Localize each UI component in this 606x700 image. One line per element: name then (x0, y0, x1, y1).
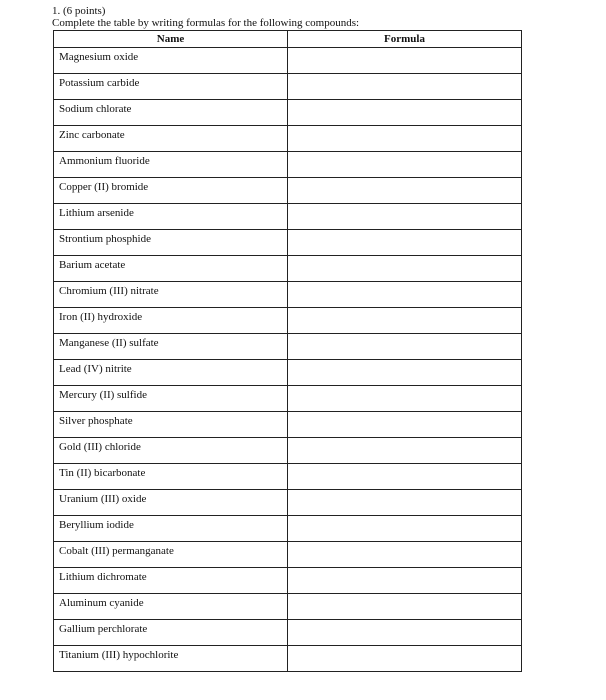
formula-answer-cell[interactable] (288, 490, 522, 516)
formula-answer-cell[interactable] (288, 646, 522, 672)
table-row (54, 516, 522, 542)
table-row (54, 412, 522, 438)
compound-name-cell: Cobalt (III) permanganate (54, 542, 288, 568)
compound-name-cell: Aluminum cyanide (54, 594, 288, 620)
formula-answer-cell[interactable] (288, 334, 522, 360)
table-row (54, 308, 522, 334)
table-row (54, 360, 522, 386)
table-row (54, 464, 522, 490)
table-row (54, 646, 522, 672)
table-row (54, 178, 522, 204)
compound-name-cell: Potassium carbide (54, 74, 288, 100)
table-row (54, 48, 522, 74)
compound-name-cell: Tin (II) bicarbonate (54, 464, 288, 490)
table-row (54, 620, 522, 646)
compound-name-cell: Gold (III) chloride (54, 438, 288, 464)
compound-name-cell: Copper (II) bromide (54, 178, 288, 204)
formula-answer-cell[interactable] (288, 438, 522, 464)
table-row (54, 74, 522, 100)
table-row (54, 100, 522, 126)
formula-answer-cell[interactable] (288, 74, 522, 100)
compound-name-cell: Barium acetate (54, 256, 288, 282)
table-row (54, 490, 522, 516)
formula-answer-cell[interactable] (288, 152, 522, 178)
formula-answer-cell[interactable] (288, 256, 522, 282)
name-column-header: Name (54, 31, 288, 48)
formula-answer-cell[interactable] (288, 282, 522, 308)
compound-name-cell: Ammonium fluoride (54, 152, 288, 178)
compound-name-cell: Sodium chlorate (54, 100, 288, 126)
compound-name-cell: Chromium (III) nitrate (54, 282, 288, 308)
compound-name-cell: Lead (IV) nitrite (54, 360, 288, 386)
compound-name-cell: Lithium dichromate (54, 568, 288, 594)
compound-name-cell: Titanium (III) hypochlorite (54, 646, 288, 672)
compound-name-cell: Gallium perchlorate (54, 620, 288, 646)
compounds-table (53, 30, 522, 672)
table-row (54, 152, 522, 178)
table-row (54, 256, 522, 282)
compound-name-cell: Mercury (II) sulfide (54, 386, 288, 412)
instructions: Complete the table by writing formulas for the following compounds: (52, 17, 360, 29)
formula-answer-cell[interactable] (288, 360, 522, 386)
formula-answer-cell[interactable] (288, 542, 522, 568)
formula-answer-cell[interactable] (288, 464, 522, 490)
formula-answer-cell[interactable] (288, 412, 522, 438)
compound-name-cell: Manganese (II) sulfate (54, 334, 288, 360)
formula-answer-cell[interactable] (288, 516, 522, 542)
table-row (54, 282, 522, 308)
table-row (54, 230, 522, 256)
formula-answer-cell[interactable] (288, 386, 522, 412)
table-header-row (54, 31, 522, 48)
compound-name-cell: Magnesium oxide (54, 48, 288, 74)
formula-answer-cell[interactable] (288, 620, 522, 646)
formula-answer-cell[interactable] (288, 48, 522, 74)
formula-answer-cell[interactable] (288, 204, 522, 230)
compound-name-cell: Iron (II) hydroxide (54, 308, 288, 334)
formula-column-header: Formula (288, 31, 522, 48)
compound-name-cell: Uranium (III) oxide (54, 490, 288, 516)
table-row (54, 126, 522, 152)
formula-answer-cell[interactable] (288, 126, 522, 152)
formula-answer-cell[interactable] (288, 594, 522, 620)
compound-name-cell: Zinc carbonate (54, 126, 288, 152)
formula-answer-cell[interactable] (288, 178, 522, 204)
compound-name-cell: Beryllium iodide (54, 516, 288, 542)
formula-answer-cell[interactable] (288, 230, 522, 256)
compound-name-cell: Lithium arsenide (54, 204, 288, 230)
formula-answer-cell[interactable] (288, 100, 522, 126)
table-row (54, 386, 522, 412)
table-row (54, 204, 522, 230)
compound-name-cell: Silver phosphate (54, 412, 288, 438)
table-row (54, 568, 522, 594)
table-row (54, 438, 522, 464)
table-row (54, 334, 522, 360)
table-row (54, 594, 522, 620)
compound-name-cell: Strontium phosphide (54, 230, 288, 256)
question-number: 1. (6 points) (52, 5, 106, 17)
formula-answer-cell[interactable] (288, 308, 522, 334)
formula-answer-cell[interactable] (288, 568, 522, 594)
table-row (54, 542, 522, 568)
